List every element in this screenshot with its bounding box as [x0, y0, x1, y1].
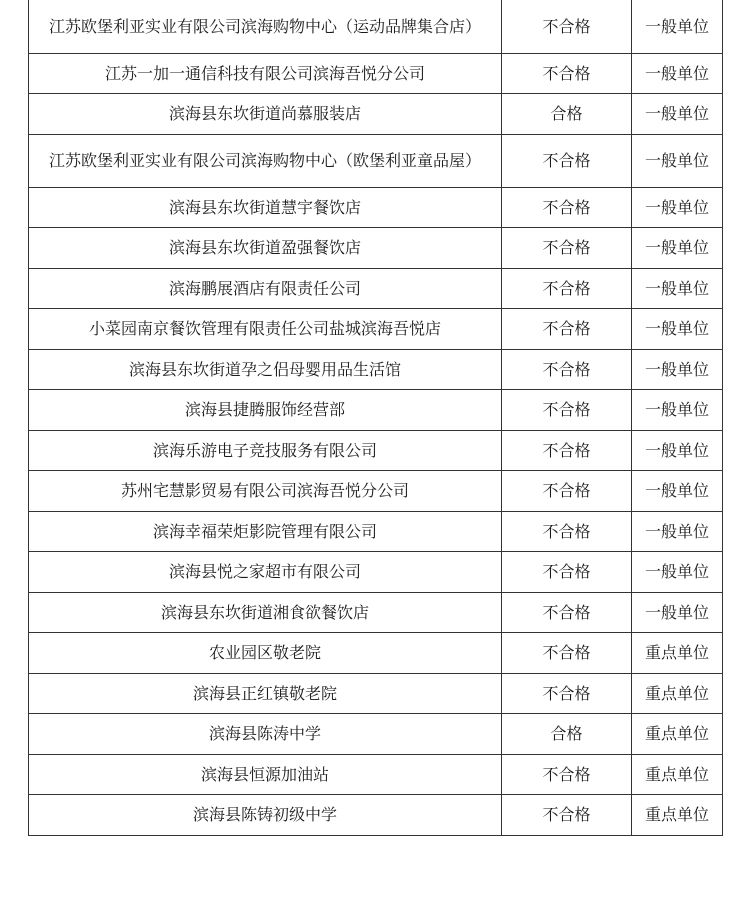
inspection-results-table [28, 0, 723, 836]
table-row [29, 795, 723, 836]
unit-name-cell: 滨海县悦之家超市有限公司 [29, 552, 502, 593]
unit-name-cell: 小菜园南京餐饮管理有限责任公司盐城滨海吾悦店 [29, 309, 502, 350]
result-cell: 合格 [502, 94, 632, 135]
table-row [29, 390, 723, 431]
result-cell: 不合格 [502, 592, 632, 633]
result-cell: 不合格 [502, 552, 632, 593]
unit-name-cell: 苏州宅慧影贸易有限公司滨海吾悦分公司 [29, 471, 502, 512]
unit-type-cell: 一般单位 [632, 187, 723, 228]
table-row [29, 94, 723, 135]
unit-type-cell: 一般单位 [632, 592, 723, 633]
inspection-results-sheet [28, 0, 722, 836]
unit-name-cell: 滨海县东坎街道盈强餐饮店 [29, 228, 502, 269]
table-row [29, 552, 723, 593]
table-row [29, 53, 723, 94]
result-cell: 不合格 [502, 795, 632, 836]
table-row [29, 309, 723, 350]
result-cell: 不合格 [502, 268, 632, 309]
unit-name-cell: 滨海幸福荣炬影院管理有限公司 [29, 511, 502, 552]
unit-type-cell: 一般单位 [632, 0, 723, 53]
result-cell: 不合格 [502, 134, 632, 187]
unit-type-cell: 一般单位 [632, 228, 723, 269]
table-row [29, 754, 723, 795]
result-cell: 不合格 [502, 228, 632, 269]
result-cell: 不合格 [502, 187, 632, 228]
unit-type-cell: 一般单位 [632, 552, 723, 593]
table-row [29, 228, 723, 269]
unit-name-cell: 滨海县正红镇敬老院 [29, 673, 502, 714]
unit-type-cell: 一般单位 [632, 430, 723, 471]
table-row [29, 187, 723, 228]
table-row [29, 511, 723, 552]
unit-name-cell: 江苏一加一通信科技有限公司滨海吾悦分公司 [29, 53, 502, 94]
unit-type-cell: 一般单位 [632, 309, 723, 350]
unit-type-cell: 一般单位 [632, 268, 723, 309]
unit-type-cell: 一般单位 [632, 94, 723, 135]
unit-type-cell: 重点单位 [632, 714, 723, 755]
unit-name-cell: 滨海县陈涛中学 [29, 714, 502, 755]
unit-name-cell: 江苏欧堡利亚实业有限公司滨海购物中心（欧堡利亚童品屋） [29, 134, 502, 187]
result-cell: 不合格 [502, 754, 632, 795]
result-cell: 不合格 [502, 511, 632, 552]
unit-name-cell: 滨海乐游电子竞技服务有限公司 [29, 430, 502, 471]
table-row [29, 0, 723, 53]
table-row [29, 268, 723, 309]
result-cell: 不合格 [502, 349, 632, 390]
unit-name-cell: 滨海县东坎街道湘食欲餐饮店 [29, 592, 502, 633]
unit-name-cell: 农业园区敬老院 [29, 633, 502, 674]
unit-type-cell: 一般单位 [632, 349, 723, 390]
unit-type-cell: 一般单位 [632, 471, 723, 512]
result-cell: 不合格 [502, 673, 632, 714]
unit-type-cell: 重点单位 [632, 673, 723, 714]
table-row [29, 430, 723, 471]
unit-name-cell: 滨海县东坎街道尚慕服装店 [29, 94, 502, 135]
table-row [29, 633, 723, 674]
unit-type-cell: 重点单位 [632, 754, 723, 795]
result-cell: 合格 [502, 714, 632, 755]
result-cell: 不合格 [502, 633, 632, 674]
table-row [29, 134, 723, 187]
result-cell: 不合格 [502, 471, 632, 512]
table-row [29, 714, 723, 755]
result-cell: 不合格 [502, 0, 632, 53]
unit-name-cell: 滨海县恒源加油站 [29, 754, 502, 795]
table-row [29, 349, 723, 390]
unit-type-cell: 一般单位 [632, 53, 723, 94]
result-cell: 不合格 [502, 309, 632, 350]
unit-name-cell: 滨海鹏展酒店有限责任公司 [29, 268, 502, 309]
unit-type-cell: 一般单位 [632, 390, 723, 431]
unit-type-cell: 重点单位 [632, 795, 723, 836]
unit-type-cell: 重点单位 [632, 633, 723, 674]
unit-type-cell: 一般单位 [632, 134, 723, 187]
result-cell: 不合格 [502, 390, 632, 431]
result-cell: 不合格 [502, 430, 632, 471]
table-row [29, 673, 723, 714]
unit-name-cell: 滨海县东坎街道孕之侣母婴用品生活馆 [29, 349, 502, 390]
unit-name-cell: 滨海县陈铸初级中学 [29, 795, 502, 836]
unit-type-cell: 一般单位 [632, 511, 723, 552]
table-row [29, 471, 723, 512]
table-row [29, 592, 723, 633]
unit-name-cell: 滨海县东坎街道慧宇餐饮店 [29, 187, 502, 228]
result-cell: 不合格 [502, 53, 632, 94]
unit-name-cell: 江苏欧堡利亚实业有限公司滨海购物中心（运动品牌集合店） [29, 0, 502, 53]
unit-name-cell: 滨海县捷腾服饰经营部 [29, 390, 502, 431]
